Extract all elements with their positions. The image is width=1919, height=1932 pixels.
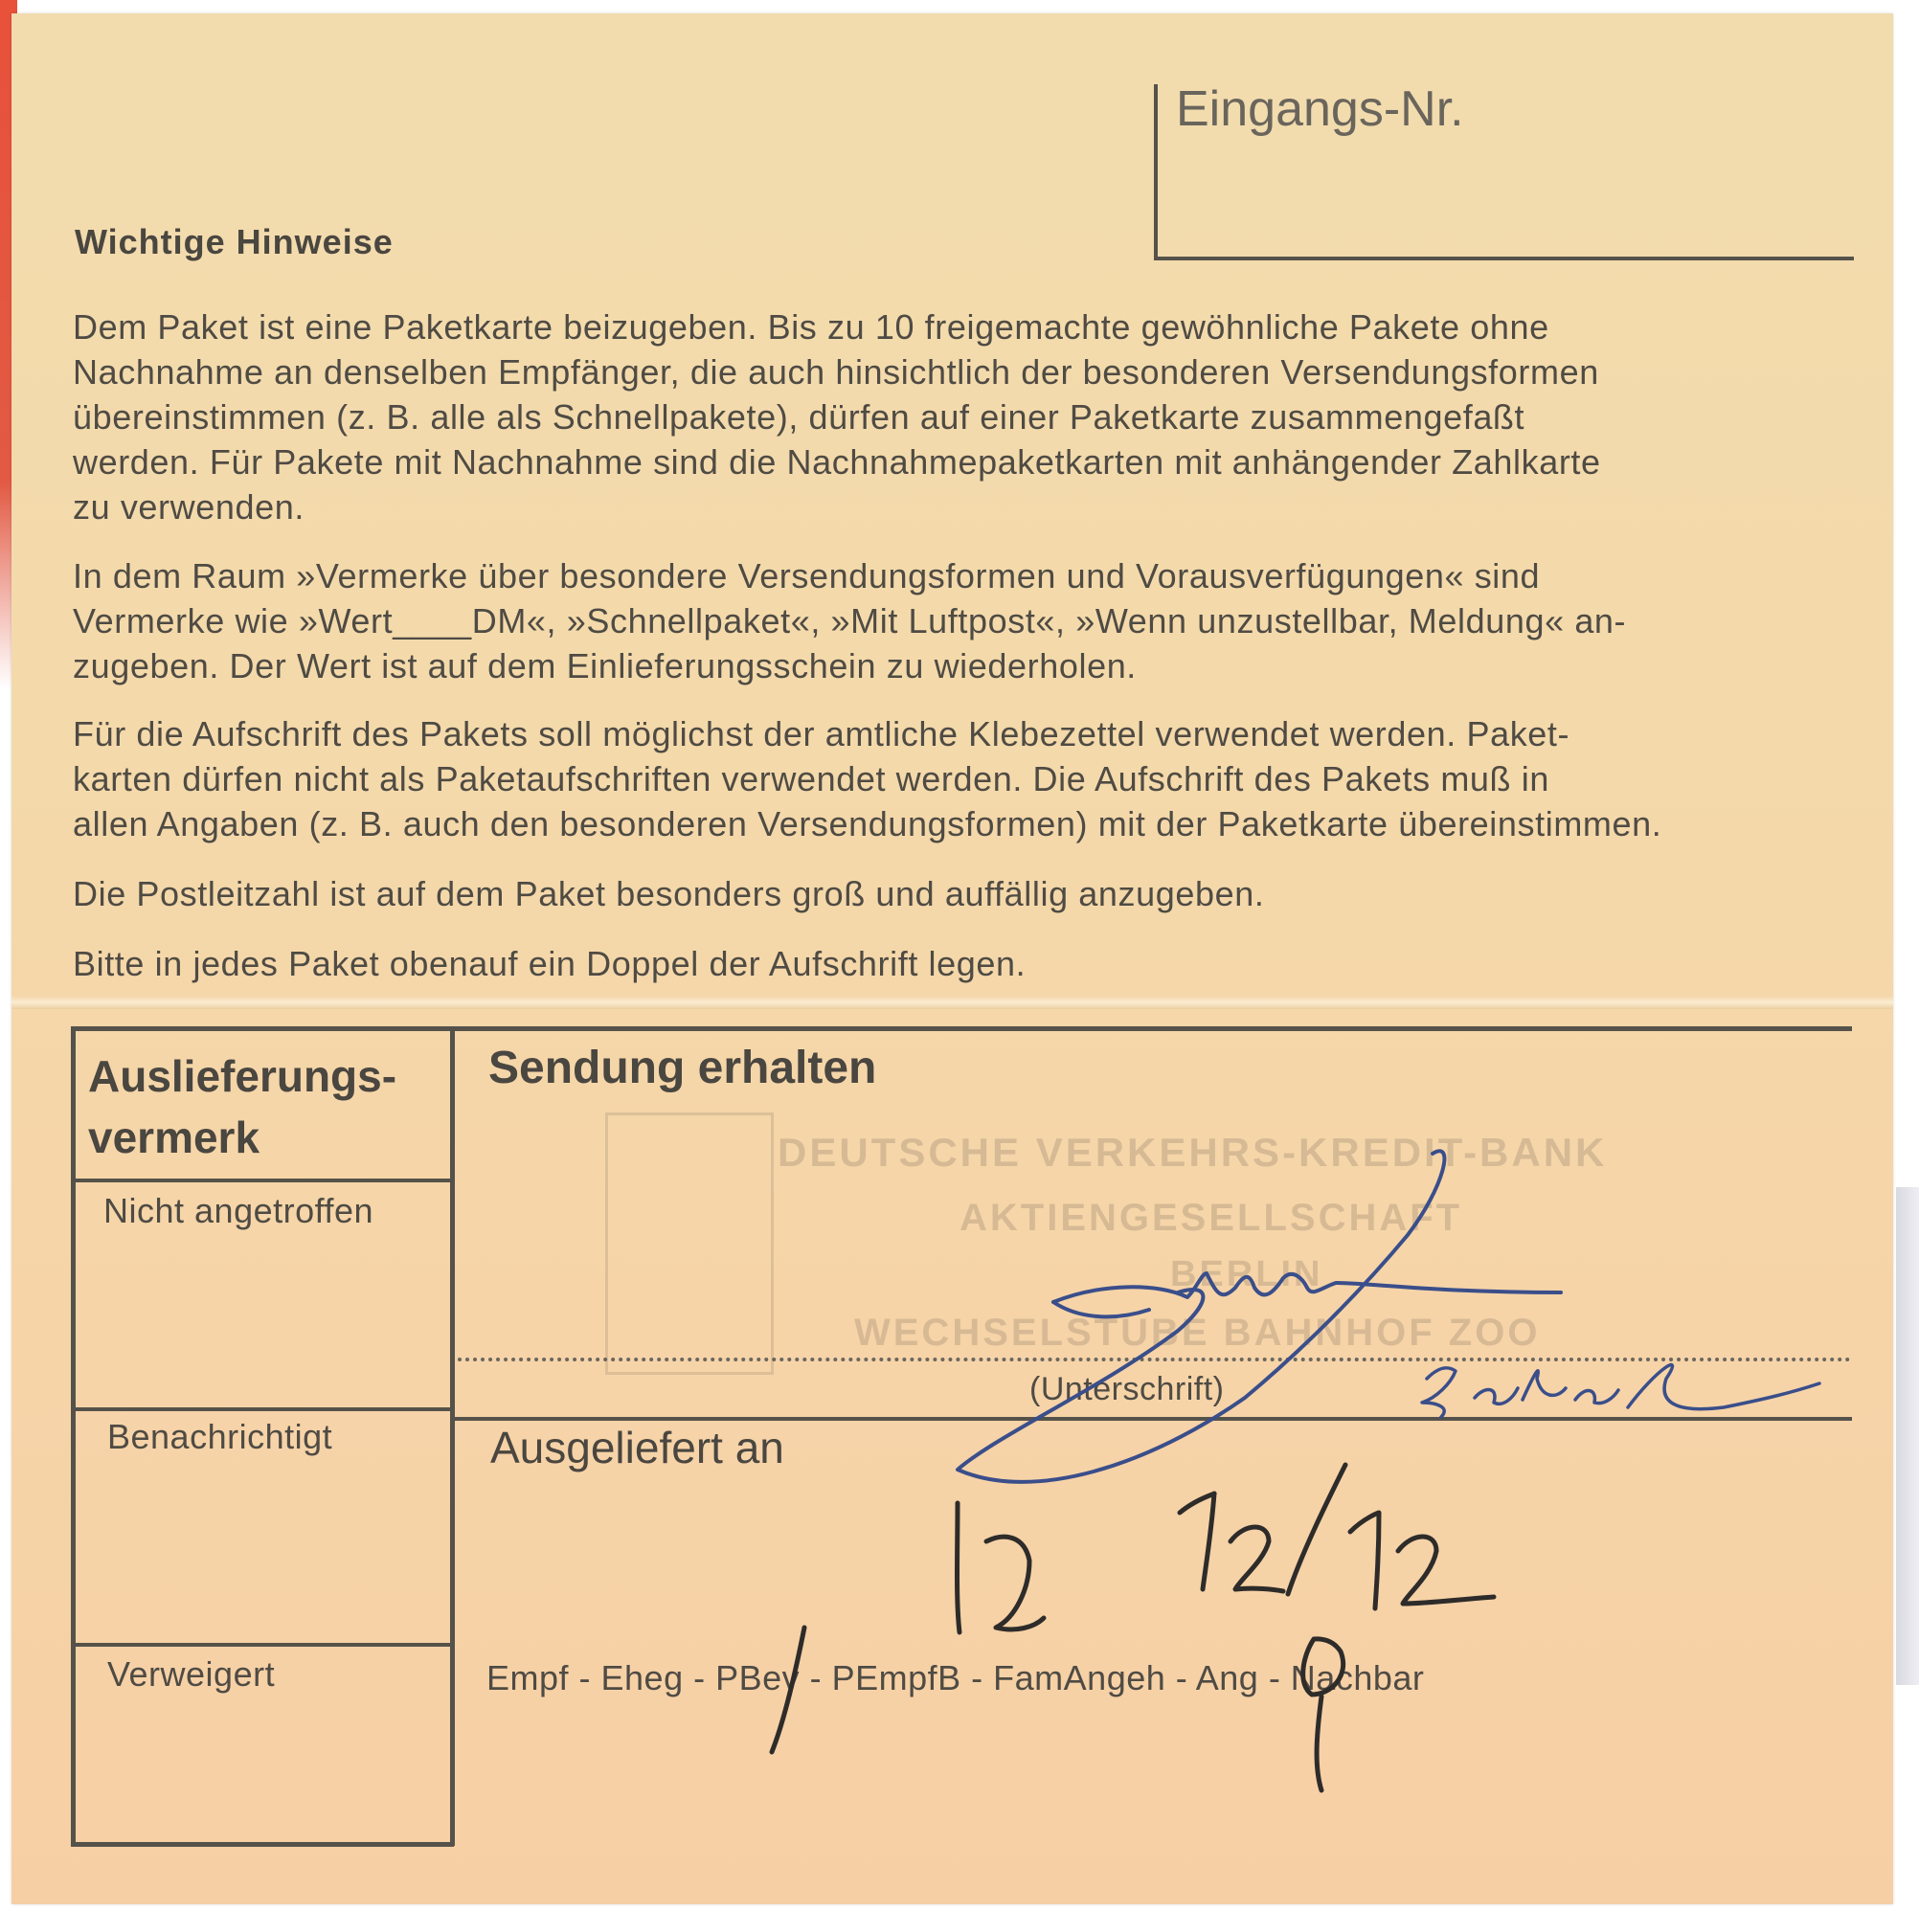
stamp-line-1: DEUTSCHE VERKEHRS-KREDIT-BANK (778, 1130, 1608, 1175)
hinweise-title: Wichtige Hinweise (75, 222, 394, 261)
stamp-line-3: BERLIN (1170, 1254, 1323, 1294)
recipient-options: Empf - Eheg - PBev - PEmpfB - FamAngeh - Ang - Nachbar (486, 1658, 1425, 1697)
hinweise-p3-line: Für die Aufschrift des Pakets soll möglichst der amtliche Klebezettel verwendet werden. Paket- (73, 714, 1570, 753)
hinweise-p3-line: allen Angaben (z. B. auch den besonderen Versendungsformen) mit der Paketkarte übereinstimmen. (73, 804, 1662, 843)
auslieferungsvermerk-line-2: vermerk (88, 1112, 260, 1162)
hinweise-p1-line: Dem Paket ist eine Paketkarte beizugeben. Bis zu 10 freigemachte gewöhnliche Pakete ohne (73, 307, 1549, 347)
eingangs-nr-label: Eingangs-Nr. (1176, 81, 1464, 137)
handwritten-name-mark (1422, 1365, 1819, 1417)
signature-scribble (958, 1151, 1561, 1482)
ausgeliefert-an-heading: Ausgeliefert an (490, 1423, 784, 1472)
hinweise-paragraph-5: Bitte in jedes Paket obenauf ein Doppel der Aufschrift legen. (73, 944, 1027, 983)
hinweise-p1-line: Nachnahme an denselben Empfänger, die auch hinsichtlich der besonderen Versendungsformen (73, 352, 1599, 392)
hinweise-p2-line: zugeben. Der Wert ist auf dem Einlieferungsschein zu wiederholen. (73, 646, 1137, 685)
stamp-line-4: WECHSELSTUBE BAHNHOF ZOO (854, 1312, 1541, 1354)
hinweise-p3-line: karten dürfen nicht als Paketaufschriften verwendet werden. Die Aufschrift des Pakets muß in (73, 759, 1549, 798)
hinweise-p1-line: werden. Für Pakete mit Nachnahme sind die Nachnahmepaketkarten mit anhängender Zahlkarte (73, 442, 1601, 482)
sendung-erhalten-heading: Sendung erhalten (488, 1043, 877, 1093)
auslieferungsvermerk-line-1: Auslieferungs- (88, 1051, 397, 1101)
hinweise-p1-line: zu verwenden. (73, 487, 305, 527)
verweigert-label: Verweigert (107, 1654, 276, 1694)
stamp-line-2: AKTIENGESELLSCHAFT (960, 1197, 1463, 1239)
hinweise-p2-line: Vermerke wie »Wert____DM«, »Schnellpaket«, »Mit Luftpost«, »Wenn unzustellbar, Meldung« an- (73, 601, 1627, 640)
hinweise-paragraph-4: Die Postleitzahl ist auf dem Paket besonders groß und auffällig anzugeben. (73, 874, 1265, 913)
hinweise-p1-line: übereinstimmen (z. B. alle als Schnellpakete), dürfen auf einer Paketkarte zusammengefaßt (73, 397, 1525, 437)
benachrichtigt-label: Benachrichtigt (107, 1417, 333, 1456)
pencil-marks (772, 1465, 1494, 1790)
nicht-angetroffen-label: Nicht angetroffen (103, 1191, 374, 1230)
hinweise-p2-line: In dem Raum »Vermerke über besondere Versendungsformen und Vorausverfügungen« sind (73, 556, 1541, 595)
unterschrift-label: (Unterschrift) (1029, 1371, 1225, 1407)
